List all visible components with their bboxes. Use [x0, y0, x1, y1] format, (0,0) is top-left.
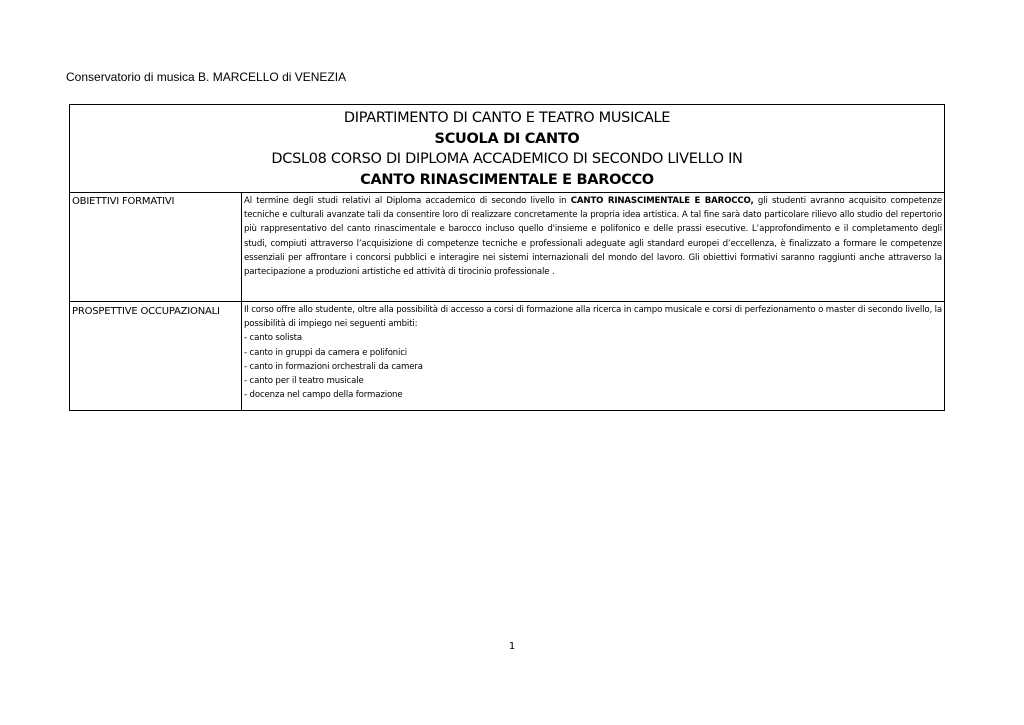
- institution-header: Conservatorio di musica B. MARCELLO di VENEZIA: [66, 70, 347, 84]
- curriculum-table: [69, 104, 945, 411]
- page-number: 1: [508, 641, 516, 652]
- obiettivi-text-after: gli studenti avranno acquisito competenze tecniche e culturali avanzate tali da consentire loro di realizzare concretamente la propria idea artistica. A tal fine sarà dato particolare rilievo allo studio del repertorio più rappresentativo del canto rinascimentale e barocco incluso quello d'insieme e polifonico e delle prassi esecutive. L’approfondimento e il completamento degli studi, compiuti attraverso l’acquisizione di competenze tecniche e professionali adeguate agli standard europei d’eccellenza, è finalizzato a formare le competenze essenziali per affrontare i concorsi pubblici e interagire nei sistemi internazionali del mondo del lavoro. Gli obiettivi formativi saranno raggiunti anche attraverso la partecipazione a produzioni artistiche ed attività di tirocinio professionale .: [244, 196, 942, 278]
- list-item: - canto per il teatro musicale: [244, 376, 364, 387]
- school-title: SCUOLA DI CANTO: [434, 130, 580, 147]
- prospettive-row: [70, 302, 944, 410]
- obiettivi-label: OBIETTIVI FORMATIVI: [70, 193, 242, 301]
- obiettivi-text: [242, 193, 944, 301]
- list-item: - canto solista: [244, 333, 303, 344]
- prospettive-label: PROSPETTIVE OCCUPAZIONALI: [70, 302, 242, 410]
- obiettivi-text-before: Al termine degli studi relativi al Diploma accademico di secondo livello in: [244, 196, 571, 206]
- obiettivi-text-bold: CANTO RINASCIMENTALE E BAROCCO,: [570, 196, 754, 206]
- list-item: - canto in gruppi da camera e polifonici: [244, 347, 408, 358]
- department-title: DIPARTIMENTO DI CANTO E TEATRO MUSICALE: [343, 110, 671, 126]
- list-item: - docenza nel campo della formazione: [244, 390, 403, 401]
- prospettive-intro: Il corso offre allo studente, oltre alla possibilità di accesso a corsi di formazione alla ricerca in campo musicale e corsi di perfezionamento o master di secondo livello, la possibilità di impiego nei seguenti ambiti:: [244, 305, 942, 330]
- course-subject-title: CANTO RINASCIMENTALE E BAROCCO: [360, 171, 654, 188]
- title-block: [70, 105, 944, 193]
- course-title: DCSL08 CORSO DI DIPLOMA ACCADEMICO DI SECONDO LIVELLO IN: [271, 151, 743, 167]
- prospettive-text: [242, 302, 944, 410]
- list-item: - canto in formazioni orchestrali da camera: [244, 361, 423, 372]
- obiettivi-row: [70, 193, 944, 302]
